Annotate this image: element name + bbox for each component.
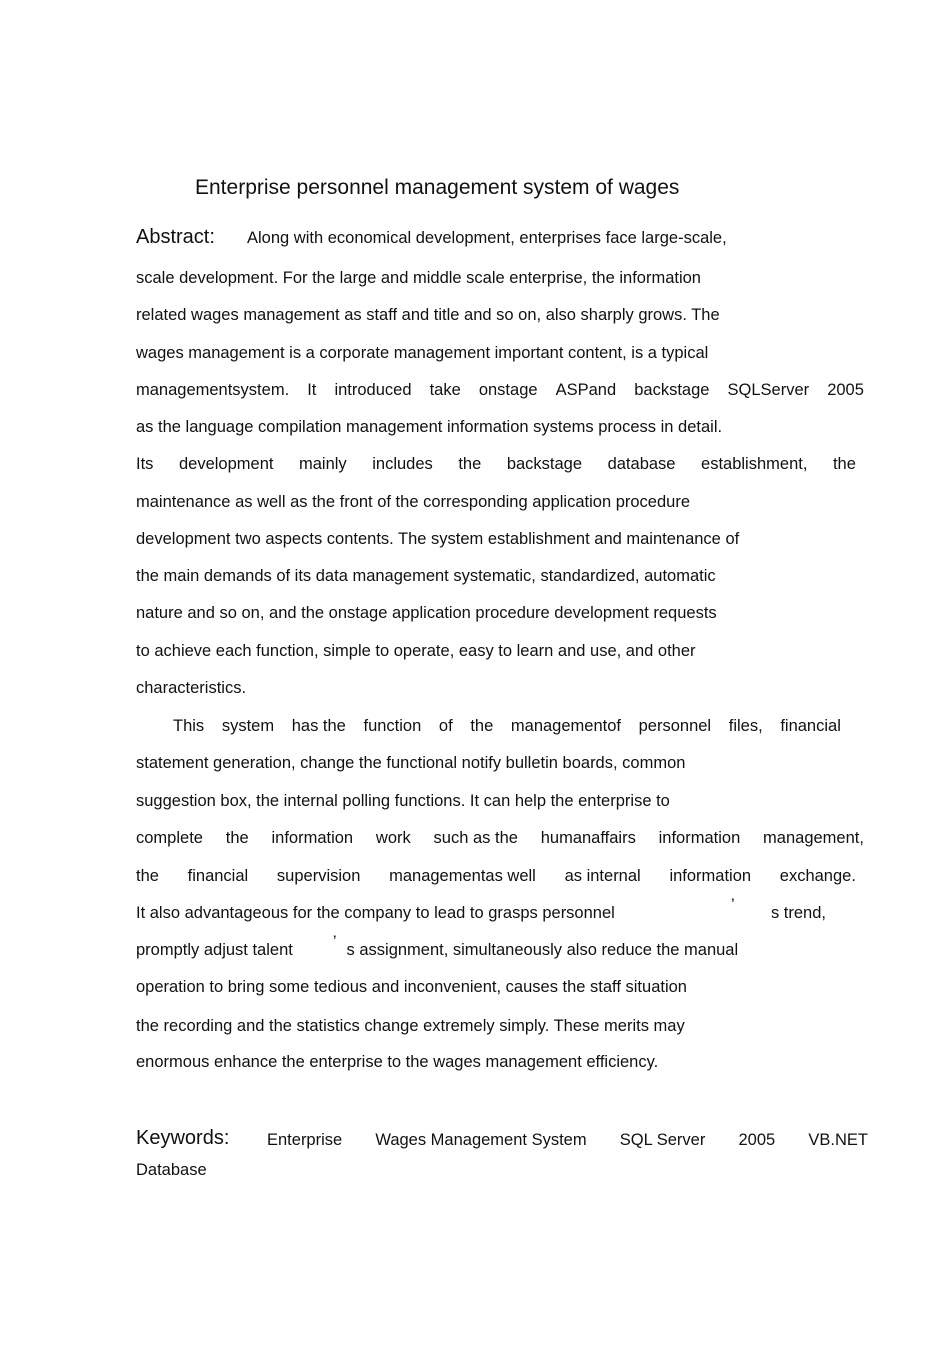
word: introduced <box>334 381 412 399</box>
keyword: Enterprise <box>267 1131 343 1149</box>
word: files, <box>728 717 763 735</box>
word: onstage <box>478 381 538 399</box>
paragraph2-line: operation to bring some tedious and inconvenient, causes the staff situation <box>136 978 687 996</box>
word: function <box>363 717 422 735</box>
word: information <box>669 867 752 885</box>
word: information <box>271 829 354 847</box>
apostrophe: ’ <box>332 933 337 951</box>
word: humanaffairs <box>540 829 636 847</box>
word: includes <box>372 455 433 473</box>
word: personnel <box>638 717 712 735</box>
abstract-line: maintenance as well as the front of the corresponding application procedure <box>136 493 691 511</box>
keywords-list <box>267 1131 868 1150</box>
word: information <box>658 829 741 847</box>
word: promptly adjust talent <box>136 941 293 959</box>
abstract-label: Abstract: <box>136 226 215 248</box>
word: as internal <box>564 867 641 885</box>
word: complete <box>136 829 203 847</box>
keyword: SQL Server <box>619 1131 706 1149</box>
abstract-line: related wages management as staff and title and so on, also sharply grows. The <box>136 306 720 324</box>
paragraph2-first-line <box>173 716 841 736</box>
apostrophe: ’ <box>731 896 735 914</box>
keyword: VB.NET <box>808 1131 868 1149</box>
paragraph2-line: enormous enhance the enterprise to the wages management efficiency. <box>136 1053 659 1071</box>
word: work <box>375 829 411 847</box>
word: It <box>307 381 317 399</box>
word: the <box>458 455 482 473</box>
paragraph2-line: suggestion box, the internal polling functions. It can help the enterprise to <box>136 792 670 810</box>
word: financial <box>780 717 841 735</box>
word: s assignment, simultaneously also reduce the manual <box>346 941 739 959</box>
word: managementof <box>510 717 621 735</box>
word: managementsystem. <box>136 381 290 399</box>
keyword: Wages Management System <box>375 1131 587 1149</box>
word: development <box>178 455 274 473</box>
abstract-line: scale development. For the large and middle scale enterprise, the information <box>136 269 701 287</box>
paragraph2-line-apostrophe <box>136 933 864 960</box>
word: supervision <box>276 867 361 885</box>
word: SQLServer <box>727 381 810 399</box>
abstract-line: wages management is a corporate management important content, is a typical <box>136 344 709 362</box>
word: database <box>607 455 676 473</box>
word: mainly <box>299 455 347 473</box>
keywords-label: Keywords: <box>136 1127 230 1149</box>
word: take <box>429 381 461 399</box>
word: management, <box>763 829 864 847</box>
word: financial <box>187 867 249 885</box>
abstract-line: characteristics. <box>136 679 247 697</box>
abstract-justified-line <box>136 380 864 400</box>
word: It also advantageous for the company to lead to grasps personnel <box>136 904 615 922</box>
paragraph2-justified-line <box>136 866 856 886</box>
paragraph2-line: statement generation, change the functional notify bulletin boards, common <box>136 754 686 772</box>
word: the <box>470 717 494 735</box>
document-title: Enterprise personnel management system of wages <box>195 176 680 199</box>
word: the <box>225 829 249 847</box>
abstract-first-line: Along with economical development, enterprises face large-scale, <box>247 229 727 247</box>
word: 2005 <box>827 381 864 399</box>
paragraph2-justified-line <box>136 828 864 848</box>
word: Its <box>136 455 154 473</box>
abstract-line: the main demands of its data management systematic, standardized, automatic <box>136 567 716 585</box>
abstract-line: as the language compilation management information systems process in detail. <box>136 418 723 436</box>
keyword: 2005 <box>738 1131 776 1149</box>
abstract-line: to achieve each function, simple to operate, easy to learn and use, and other <box>136 642 696 660</box>
word: backstage <box>634 381 710 399</box>
word: This <box>173 717 205 735</box>
abstract-line: nature and so on, and the onstage application procedure development requests <box>136 604 717 622</box>
word: managementas well <box>389 867 536 885</box>
word: the <box>832 455 856 473</box>
word: has the <box>291 717 346 735</box>
word: establishment, <box>701 455 808 473</box>
word: backstage <box>506 455 583 473</box>
word: such as the <box>433 829 518 847</box>
word: s trend, <box>770 904 826 922</box>
word: of <box>438 717 453 735</box>
abstract-line: development two aspects contents. The system establishment and maintenance of <box>136 530 740 548</box>
word: system <box>221 717 275 735</box>
word: the <box>136 867 159 885</box>
word: ASPand <box>555 381 617 399</box>
abstract-justified-line <box>136 454 856 474</box>
paragraph2-line: the recording and the statistics change extremely simply. These merits may <box>136 1017 685 1035</box>
word: exchange. <box>779 867 856 885</box>
paragraph2-justified-line <box>136 896 826 923</box>
keyword-last: Database <box>136 1161 207 1179</box>
